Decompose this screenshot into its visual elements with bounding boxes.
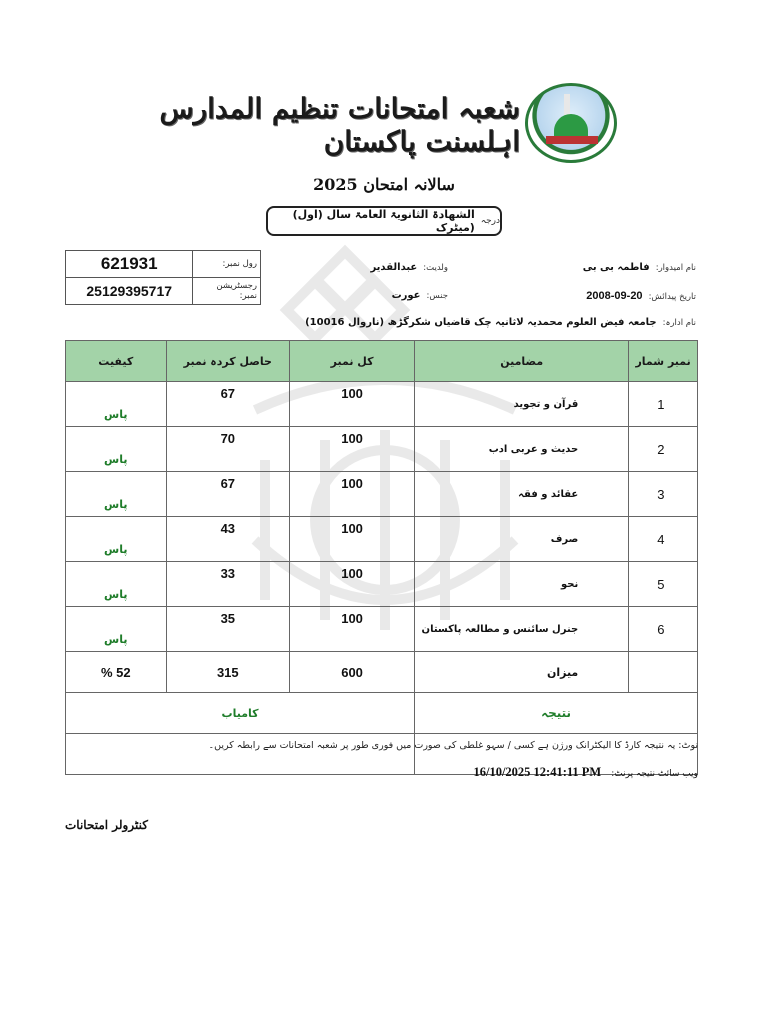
row-serial: 5	[629, 562, 698, 607]
institute-line	[305, 317, 696, 328]
row-status: پاس	[66, 562, 167, 607]
row-subject: حدیث و عربی ادب	[415, 427, 629, 472]
row-total: 100	[290, 562, 415, 607]
grade-value: الشھادۃ الثانویۃ العامۃ سال (اول) (میٹرک	[292, 208, 475, 234]
father-name-label: ولدیت:	[423, 263, 448, 273]
table-row	[66, 472, 698, 517]
row-subject: نحو	[415, 562, 629, 607]
father-name: عبدالقدیر	[370, 262, 418, 273]
print-timestamp: 16/10/2025 12:41:11 PM	[473, 765, 602, 779]
result-label: نتیجہ	[415, 693, 698, 734]
grade-label: درجہ	[480, 216, 500, 226]
exam-title: سالانہ امتحان 2025	[313, 175, 455, 194]
row-total: 100	[290, 382, 415, 427]
row-serial: 4	[629, 517, 698, 562]
dob-label: تاریخ پیدائش:	[648, 292, 696, 302]
row-total: 100	[290, 517, 415, 562]
roll-label: رول نمبر:	[193, 251, 261, 278]
sum-serial-empty	[629, 652, 698, 693]
roll-registration-box	[65, 250, 261, 305]
dob-value: 20-09-2008	[586, 290, 643, 302]
candidate-name: فاطمہ بی بی	[582, 262, 650, 273]
col-total: کل نمبر	[290, 341, 415, 382]
row-obtained: 67	[166, 472, 290, 517]
board-logo-icon	[525, 83, 617, 163]
father-name-line	[370, 262, 448, 273]
row-status: پاس	[66, 382, 167, 427]
col-status: کیفیت	[66, 341, 167, 382]
row-total: 100	[290, 607, 415, 652]
row-obtained: 43	[166, 517, 290, 562]
disclaimer-note: نوٹ: یہ نتیجہ کارڈ کا الیکٹرانک ورژن ہے کسی / سہو غلطی کی صورت میں فوری طور پر شعبہ امتحانات سے رابطہ کریں۔	[208, 740, 698, 751]
dob-line	[586, 290, 696, 302]
print-label: ویب سائٹ نتیجہ پرنٹ:	[611, 769, 698, 779]
dome-shape	[554, 114, 588, 138]
roll-number: 621931	[66, 251, 193, 278]
row-serial: 2	[629, 427, 698, 472]
row-status: پاس	[66, 472, 167, 517]
col-serial: نمبر شمار	[629, 341, 698, 382]
row-obtained: 70	[166, 427, 290, 472]
row-serial: 6	[629, 607, 698, 652]
table-row	[66, 517, 698, 562]
col-obtained: حاصل کردہ نمبر	[166, 341, 290, 382]
row-total: 100	[290, 427, 415, 472]
row-serial: 1	[629, 382, 698, 427]
registration-number: 25129395717	[66, 278, 193, 305]
row-total: 100	[290, 472, 415, 517]
sum-label: میزان	[415, 652, 629, 693]
result-value: کامیاب	[66, 693, 415, 734]
row-obtained: 67	[166, 382, 290, 427]
candidate-name-label: نام امیدوار:	[655, 263, 696, 273]
institute-label: نام ادارہ:	[662, 318, 696, 328]
percentage: 52 %	[66, 652, 167, 693]
marks-header-row	[66, 341, 698, 382]
result-row	[66, 693, 698, 734]
board-name: شعبہ امتحانات تنظیم المدارس اہلسنت پاکستان	[159, 92, 520, 158]
institute-value: جامعہ فیض العلوم محمدیہ لاثانیہ چک قاضیاں شکرگڑھ (ناروال 10016)	[305, 317, 657, 328]
sum-obtained: 315	[166, 652, 290, 693]
roll-row	[66, 251, 261, 278]
table-row	[66, 607, 698, 652]
registration-label: رجسٹریشن نمبر:	[193, 278, 261, 305]
row-status: پاس	[66, 517, 167, 562]
row-subject: قرآن و تجوید	[415, 382, 629, 427]
row-status: پاس	[66, 607, 167, 652]
table-row	[66, 562, 698, 607]
marks-table	[65, 340, 698, 775]
gender-value: عورت	[391, 290, 421, 301]
col-subject: مضامین	[415, 341, 629, 382]
row-serial: 3	[629, 472, 698, 517]
row-subject: جنرل سائنس و مطالعہ پاکستان	[415, 607, 629, 652]
candidate-name-line	[583, 262, 696, 273]
gender-label: جنس:	[426, 291, 448, 301]
sum-total: 600	[290, 652, 415, 693]
row-status: پاس	[66, 427, 167, 472]
row-obtained: 33	[166, 562, 290, 607]
building-base-shape	[546, 136, 598, 144]
row-subject: عقائد و فقہ	[415, 472, 629, 517]
sum-row	[66, 652, 698, 693]
table-row	[66, 427, 698, 472]
controller-signature: کنٹرولر امتحانات	[65, 818, 148, 832]
gender-line	[392, 290, 448, 301]
registration-row	[66, 278, 261, 305]
grade-box	[266, 206, 502, 236]
table-row	[66, 382, 698, 427]
row-subject: صرف	[415, 517, 629, 562]
row-obtained: 35	[166, 607, 290, 652]
print-timestamp-line	[473, 765, 698, 780]
